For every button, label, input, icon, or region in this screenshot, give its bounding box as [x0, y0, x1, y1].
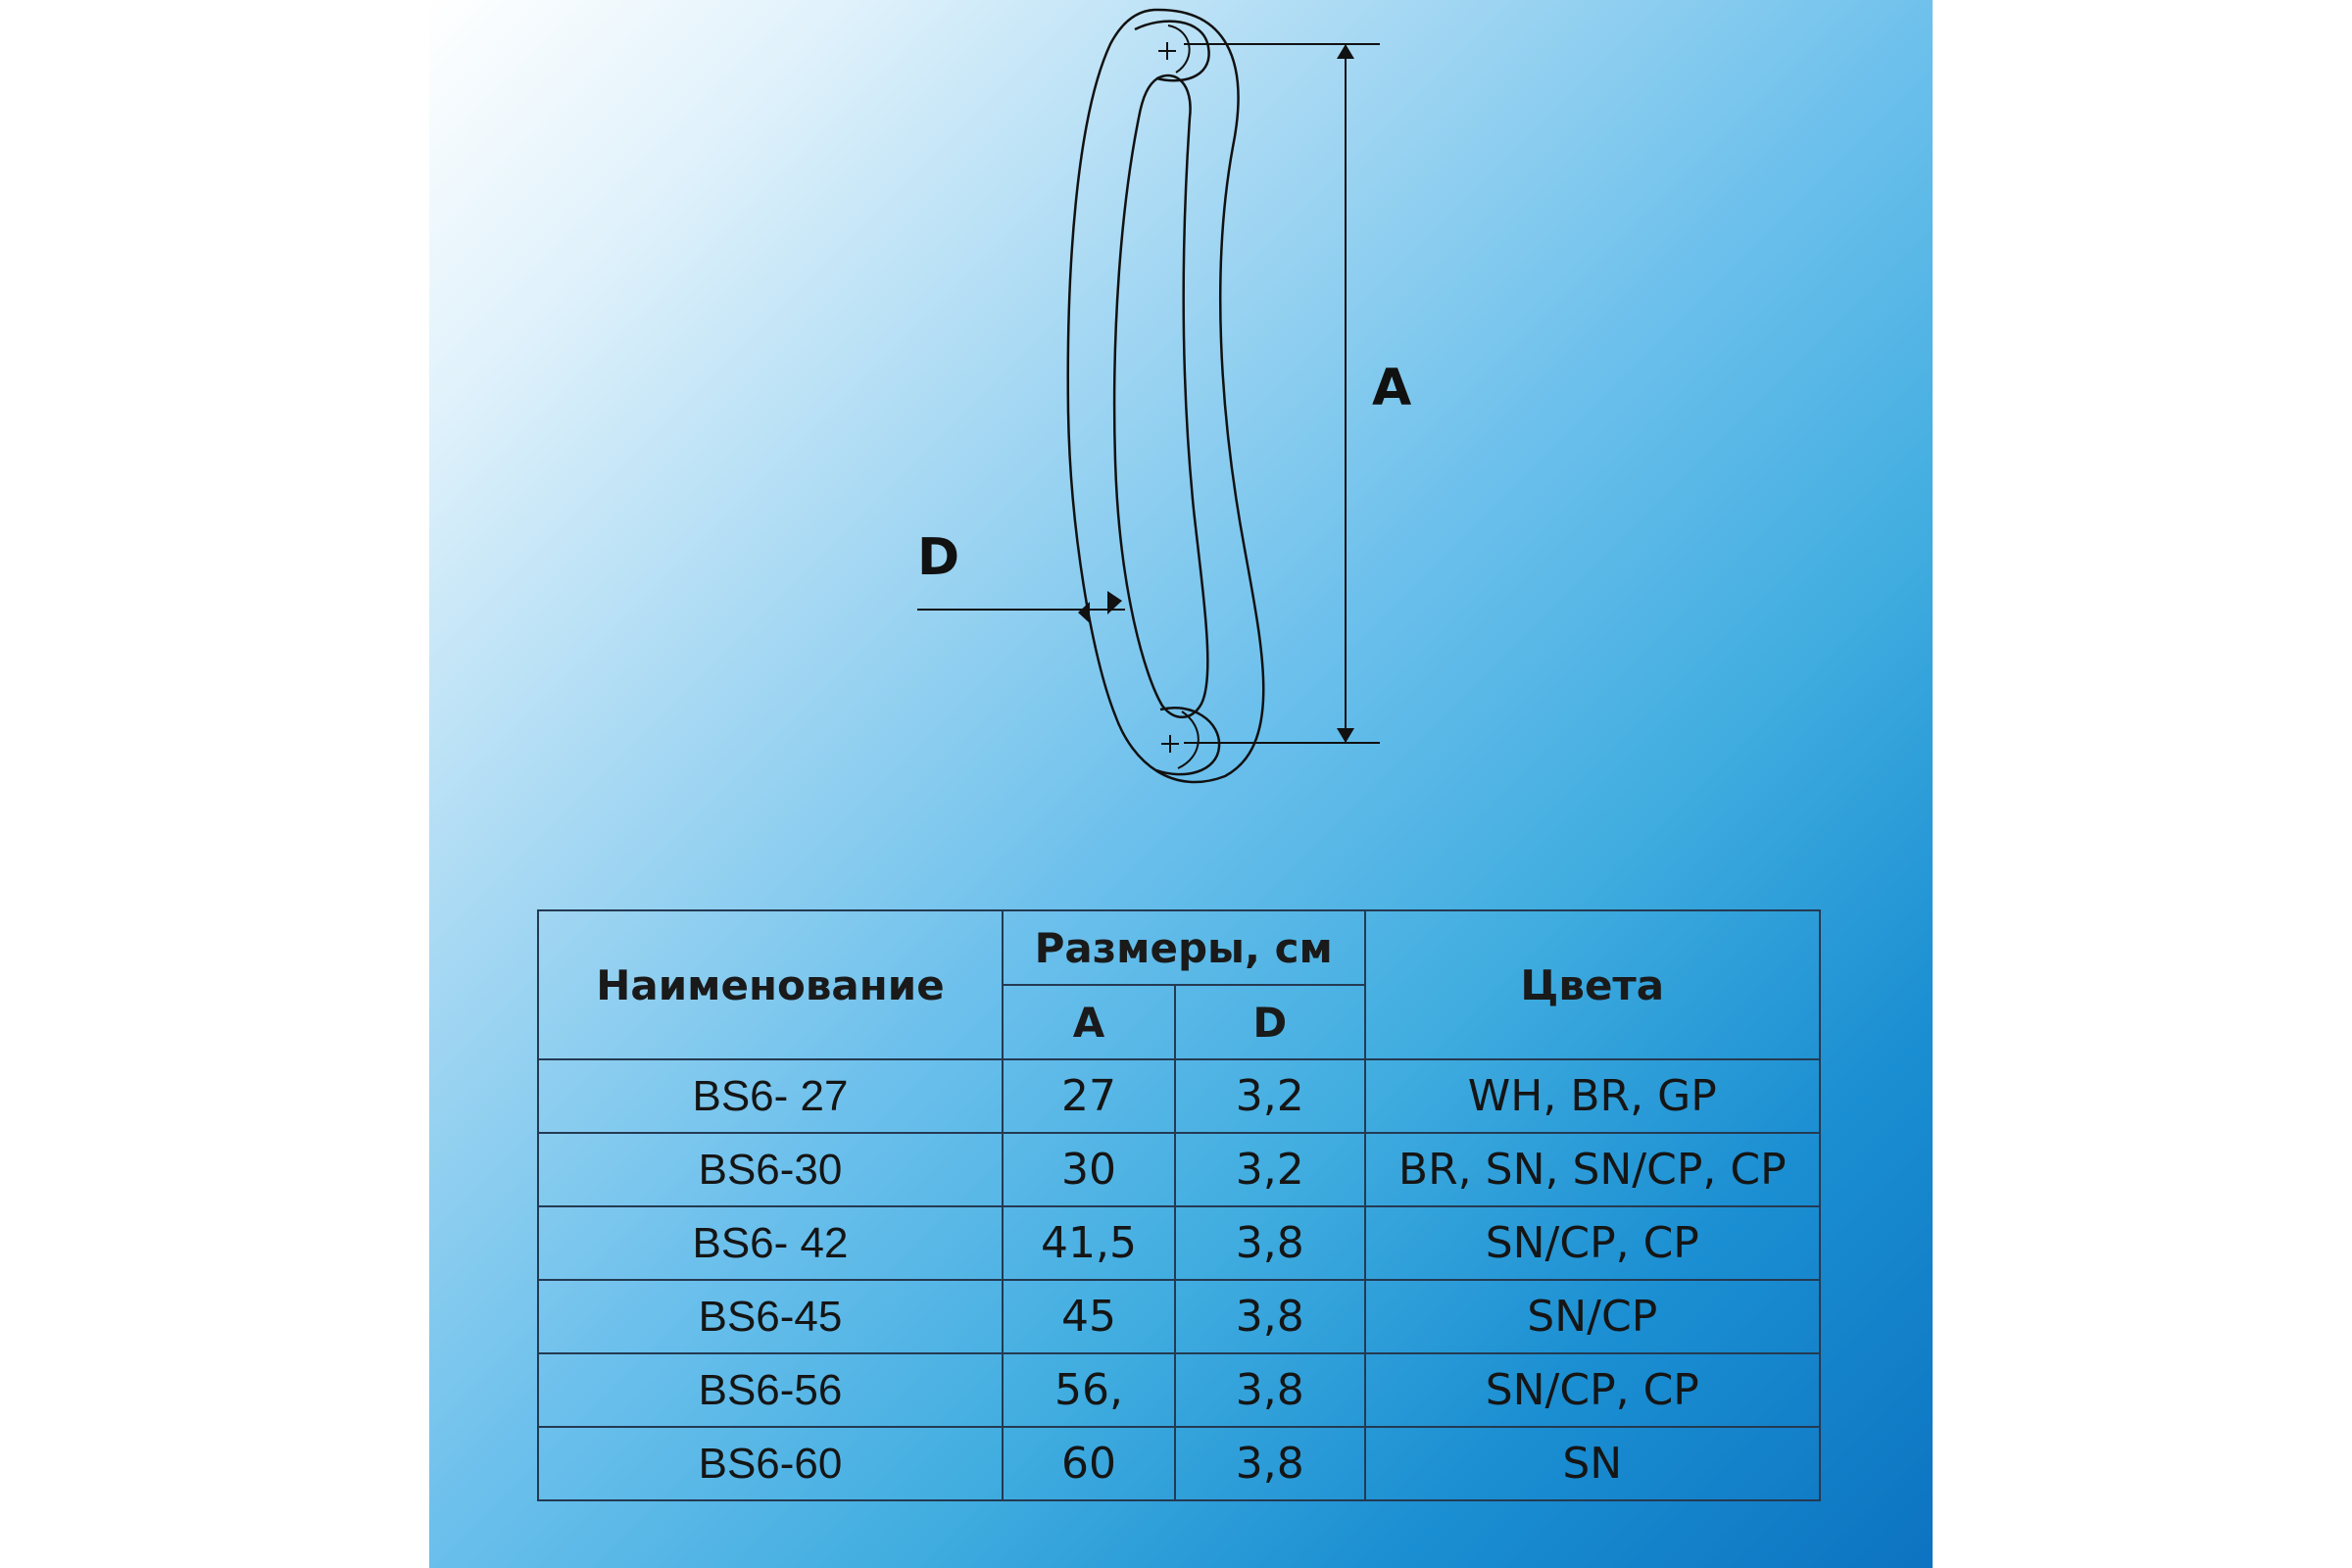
row-a: 45 [1003, 1280, 1175, 1353]
row-d: 3,2 [1175, 1059, 1365, 1133]
table-row [538, 1280, 1820, 1353]
table-row [538, 1427, 1820, 1500]
table-row [538, 1353, 1820, 1427]
spec-table [537, 909, 1821, 1501]
bottom-end-arc-inner [1178, 711, 1199, 768]
row-name: BS6-56 [538, 1353, 1003, 1427]
table-row [538, 1206, 1820, 1280]
handle-drawing [429, 0, 1933, 843]
bottom-end-arc [1156, 708, 1219, 774]
row-a: 56, [1003, 1353, 1175, 1427]
row-colors: BR, SN, SN/CP, CP [1365, 1133, 1820, 1206]
row-d: 3,8 [1175, 1353, 1365, 1427]
handle-outer-contour [1068, 10, 1263, 782]
row-a: 30 [1003, 1133, 1175, 1206]
row-d: 3,8 [1175, 1427, 1365, 1500]
dim-a-arrow-top [1337, 44, 1354, 59]
background-panel [429, 0, 1933, 1568]
row-name: BS6-60 [538, 1427, 1003, 1500]
row-name: BS6- 42 [538, 1206, 1003, 1280]
row-a: 41,5 [1003, 1206, 1175, 1280]
row-colors: SN [1365, 1427, 1820, 1500]
row-name: BS6-45 [538, 1280, 1003, 1353]
header-colors: Цвета [1365, 910, 1820, 1059]
header-name: Наименование [538, 910, 1003, 1059]
header-row [538, 910, 1820, 985]
table-row [538, 1059, 1820, 1133]
row-colors: WH, BR, GP [1365, 1059, 1820, 1133]
row-colors: SN/CP, CP [1365, 1206, 1820, 1280]
dim-d-arrow-left [1078, 602, 1090, 623]
row-d: 3,8 [1175, 1280, 1365, 1353]
row-name: BS6-30 [538, 1133, 1003, 1206]
header-dimensions: Размеры, см [1003, 910, 1365, 985]
row-d: 3,2 [1175, 1133, 1365, 1206]
bottom-center-mark [1161, 735, 1179, 753]
top-center-mark [1158, 42, 1176, 60]
header-d: D [1175, 985, 1365, 1059]
dimension-a-label: A [1372, 359, 1412, 417]
handle-inner-contour [1114, 75, 1207, 717]
row-a: 27 [1003, 1059, 1175, 1133]
row-colors: SN/CP [1365, 1280, 1820, 1353]
dim-d-arrow-right [1107, 591, 1122, 614]
dimension-d-label: D [917, 528, 960, 587]
row-colors: SN/CP, CP [1365, 1353, 1820, 1427]
header-a: A [1003, 985, 1175, 1059]
row-d: 3,8 [1175, 1206, 1365, 1280]
row-name: BS6- 27 [538, 1059, 1003, 1133]
top-end-arc-inner [1168, 25, 1190, 73]
row-a: 60 [1003, 1427, 1175, 1500]
dim-a-arrow-bottom [1337, 728, 1354, 743]
table-row [538, 1133, 1820, 1206]
